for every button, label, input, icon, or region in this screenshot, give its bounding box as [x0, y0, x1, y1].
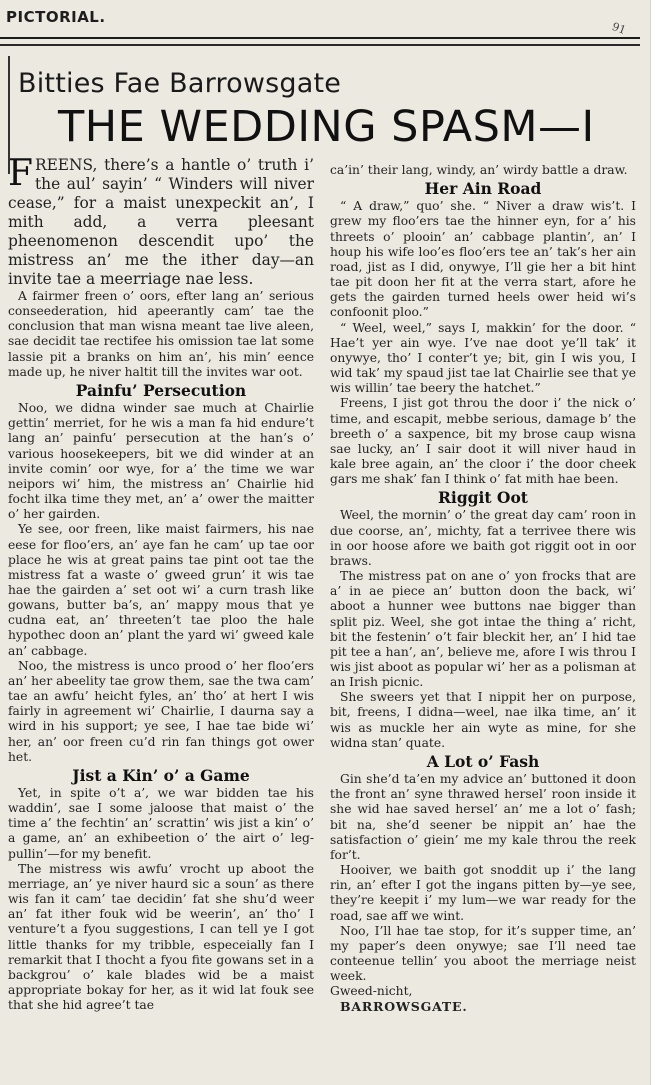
article-paragraph: Hooiver, we baith got snoddit up i’ the lang rin, an’ efter I got the ingans pitten by—ye see, they’re keepit i’ my lum—we war ready for the road, sae aff we wint.	[330, 863, 636, 923]
article-kicker: Bitties Fae Barrowsgate	[18, 68, 342, 99]
subheading: Her Ain Road	[424, 179, 542, 199]
subheading: Painfu’ Persecution	[75, 380, 247, 400]
article-paragraph: She sweers yet that I nippit her on purpose, bit, freens, I didna—weel, nae ilka time, an’ it wis as muckle her ain wyte as mine, for she widna stan’ quate.	[330, 690, 636, 750]
section-label: PICTORIAL.	[6, 8, 106, 26]
article-paragraph: “ Weel, weel,” says I, makkin’ for the door. “ Hae’t yer ain wye. I’ve nae doot ye’ll tak’ it onywye, tho’ I conter’t ye; bit, gin I wis you, I wid tak’ my spaud jist tae lat Chairlie see that ye wis willin’ tae beery the hatchet.”	[330, 320, 636, 396]
drop-cap: F	[8, 153, 33, 194]
article-paragraph: Noo, we didna winder sae much at Chairlie gettin’ merriet, for he wis a man fa hid endure’t lang an’ painfu’ persecution at the han’s o’ various hoosekeepers, bit we did winder at an invite comin’ oor wye, for a’ the time we war neipors wi’ him, the mistress an’ Chairlie hid focht ilka time they met, an’ a’ ower the maitter o’ her gairden.	[8, 401, 314, 522]
subheading: Jist a Kin’ o’ a Game	[72, 765, 250, 785]
article-paragraph: “ A draw,” quo’ she. “ Niver a draw wis’t. I grew my floo’ers tae the hinner eyn, for a’ his threets o’ plooin’ an’ cabbage plantin’, an’ I houp his wife loo’es floo’ers tee an’ tak’s her ain road, jist as I did, onywye, I’ll gie her a bit hint tae pit doon her fit at the verra start, afore he gets the gairden turned heels ower heid wi’s confoonit ploo.”	[330, 199, 636, 320]
article-paragraph: Weel, the mornin’ o’ the great day cam’ roon in due coorse, an’, michty, fat a terrivee there wis in oor hoose afore we baith got riggit oot in oor braws.	[330, 508, 636, 568]
article-paragraph: Ye see, oor freen, like maist fairmers, his nae eese for floo’ers, an’ aye fan he cam’ up tae oor place he wis at great pains tae pint oot tae the mistress fat a waste o’ gweed grun’ it wis tae hae the gairden a’ set oot wi’ a curn trash like gowans, butter ba’s, an’ mappy mous that ye cudna eat, an’ threeten’t tae ploo the hale hypothec doon an’ plant the yard wi’ gweed kale an’ cabbage.	[8, 522, 314, 658]
article-paragraph: The mistress pat on ane o’ yon frocks that are a’ in ae piece an’ button doon the back, wi’ aboot a hunner wee buttons nae bigger than split piz. Weel, she got intae the thing a’ richt, bit the festenin’ o’t fair bleckit her, an’ I hid tae pit tee a han’, an’, believe me, afore I wis throu I wis jist aboot as popular wi’ her as a polisman at an Irish picnic.	[330, 569, 636, 690]
author-signature: BARROWSGATE.	[340, 999, 468, 1015]
subheading: Riggit Oot	[438, 488, 528, 508]
right-column-body	[330, 163, 636, 984]
article-paragraph: The mistress wis awfu’ vrocht up aboot the merriage, an’ ye niver haurd sic a soun’ as there wis fan it cam’ tae decidin’ fat she shu’d weer an’ fat ither fouk wid be weerin’, an’ tho’ I venture’t a fyou suggestions, I can tell ye I got little thanks for my tribble, especeially fan I remarkit that I thocht a fyou fite gowans set in a backgrou’ o’ kale blades wid be a maist appropriate bokay for her, as it wid lat fouk see that she hid agree’t tae	[8, 861, 314, 1013]
lead-paragraph	[8, 153, 314, 289]
sign-off: Gweed-nicht,	[330, 984, 413, 999]
article-paragraph: Noo, the mistress is unco prood o’ her floo’ers an’ her abeelity tae grow them, sae the twa cam’ tae an awfu’ heicht fyles, an’ tho’ at hert I wis fairly in agreement wi’ Chairlie, I daurna say a wird in his support; ye see, I hae tae bide wi’ her, an’ oor freen cu’d rin fan things got ower het.	[8, 658, 314, 764]
header-rule-bottom	[0, 44, 640, 46]
article-paragraph: Noo, I’ll hae tae stop, for it’s supper time, an’ my paper’s deen onywye; sae I’ll need tae conteenue tellin’ you aboot the merriage neist week.	[330, 923, 636, 984]
header-rule-top	[0, 37, 640, 39]
article-paragraph: ca’in’ their lang, windy, an’ wirdy battle a draw.	[330, 163, 628, 177]
article-headline: THE WEDDING SPASM—I	[58, 102, 595, 152]
left-column-body	[8, 289, 314, 1013]
left-column	[8, 153, 314, 1013]
lead-text: REENS, there’s a hantle o’ truth i’ the aul’ sayin’ “ Winders will niver cease,” for a maist unexpeckit an’, I mith add, a verra pleesant pheenomenon descendit upo’ the mistress an’ me the ither day—an invite tae a meerriage nae less.	[8, 156, 314, 288]
article-paragraph: Gin she’d ta’en my advice an’ buttoned it doon the front an’ syne thrawed hersel’ roon inside it she wid hae saved hersel’ an’ me a lot o’ fash; bit na, she’d seener be nippit an’ hae the satisfaction o’ giein’ me my kale throu the reek for’t.	[330, 772, 636, 862]
article-paragraph: Yet, in spite o’t a’, we war bidden tae his waddin’, sae I some jaloose that maist o’ the time a’ the fechtin’ an’ scrattin’ wis jist a kin’ o’ a game, an’ an exhibeetion o’ the airt o’ leg-pullin’—for my benefit.	[8, 786, 314, 861]
subheading: A Lot o’ Fash	[426, 751, 540, 771]
article-paragraph: Freens, I jist got throu the door i’ the nick o’ time, and escapit, mebbe serious, damage b’ the breeth o’ a saxpence, bit my brose caup wisna sae lucky, an’ I sair doot it will niver haud in kale bree again, an’ the cloor i’ the door cheek gars me shak’ fan I think o’ fat mith hae been.	[330, 396, 636, 487]
page-number-mark: 91	[610, 19, 628, 38]
right-column	[330, 163, 636, 1015]
article-paragraph: A fairmer freen o’ oors, efter lang an’ serious conseederation, hid apeerantly cam’ tae the conclusion that man wisna meant tae live aleen, sae decidit tae rectifee his omission tae lat some lassie pit a branks on him an’, his min’ eence made up, he niver haltit till the invites war oot.	[8, 289, 314, 379]
